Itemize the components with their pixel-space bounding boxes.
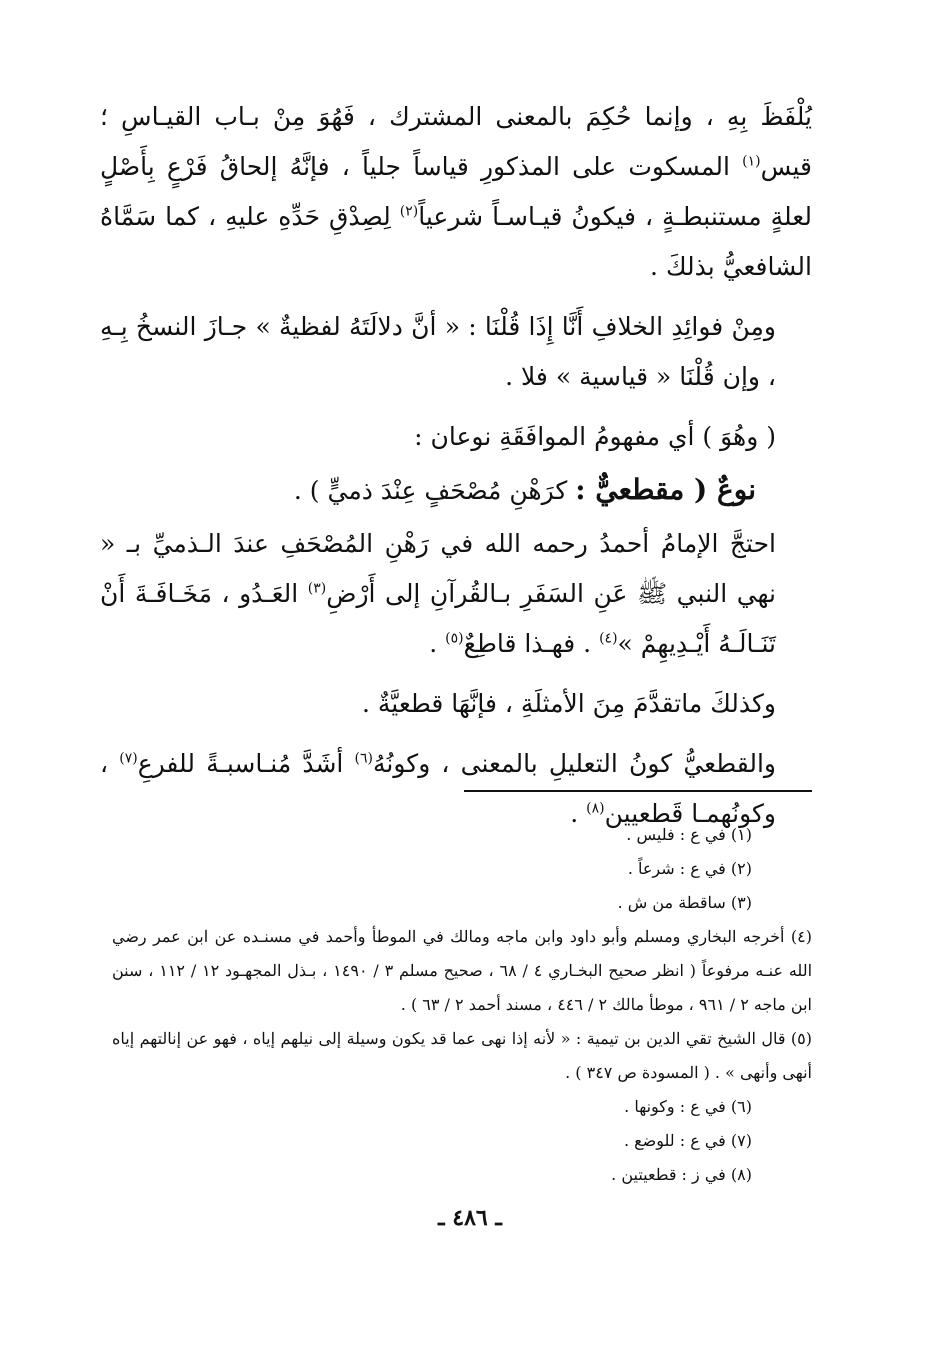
footnote-ref-3: (٣) — [307, 580, 327, 597]
paragraph-6-part-d: . — [570, 799, 587, 828]
paragraph-4-part-c: . فهـذا قاطِعٌ — [463, 629, 600, 658]
paragraph-1-part-b: المسكوت على المذكورِ قياساً جلياً ، فإنَّهُ إلحاقُ فَرْعٍ بِأَصْلٍ لعلةٍ مستنبطـةٍ ، فيكونُ قيـاسـاً شرعياً — [100, 152, 812, 231]
footnote-5: (٥) قال الشيخ تقي الدين بن تيمية : « لأنه إذا نهى عما قد يكون وسيلة إلى نيلهم إياه ، فهو عن إنالتهم إياه أنهى وأنهى » . ( المسودة ص ٣٤٧ ) . — [112, 1029, 812, 1082]
footnote-4: (٤) أخرجه البخاري ومسلم وأبو داود وابن ماجه ومالك في الموطأ وأحمد في مسنـده عن ابن عمر رضي الله عنـه مرفوعاً ( انظر صحيح البخـاري ٤ / ٦٨ ، صحيح مسلم ٣ / ١٤٩٠ ، بـذل المجهـود ١٢ / ١١٢ ، سنن ابن ماجه ٢ / ٩٦١ ، موطأ مالك ٢ / ٤٤٦ ، مسند أحمد ٢ / ٦٣ ) . — [112, 927, 813, 1014]
paragraph-2: ومِنْ فوائِدِ الخلافِ أَنَّا إِذَا قُلْنَا : « أنَّ دلالَتَهُ لفظيةٌ » جـازَ النسخُ بِـهِ ، وإن قُلْنَا « قياسية » فلا . — [100, 312, 776, 391]
paragraph-4-part-a: احتجَّ الإمامُ أحمدُ رحمه الله في رَهْنِ المُصْحَفِ عندَ الـذميِّ بـ « نهي النبي ﷺ عَنِ السَفَرِ بـالقُرآنِ إلى أَرْضِ — [100, 529, 777, 608]
section-heading-rest: كرَهْنِ مُصْحَفٍ عِنْدَ ذميٍّ ) . — [293, 476, 576, 505]
main-text — [100, 92, 812, 839]
footnotes — [112, 818, 812, 1192]
footnote-6: (٦) في ع : وكونها . — [624, 1097, 752, 1116]
paragraph-4 — [100, 519, 812, 669]
footnote-ref-8: (٨) — [586, 800, 605, 817]
footnote-ref-5: (٥) — [445, 630, 464, 647]
footnote-ref-7: (٧) — [119, 750, 138, 767]
footnote-7: (٧) في ع : للوضع . — [623, 1131, 752, 1150]
footnote-2: (٢) في ع : شرعاً . — [627, 859, 752, 878]
paragraph-5: وكذلكَ ماتقدَّمَ مِنَ الأمثلَةِ ، فإنَّهَا قطعيَّةٌ . — [361, 689, 776, 718]
section-heading-bold: نوعٌ ( مقطعيٌّ : — [575, 473, 756, 506]
footnote-8: (٨) في ز : قطعيتين . — [611, 1165, 752, 1184]
footnote-ref-2: (٢) — [399, 203, 419, 220]
paragraph-4-part-b: العَـدُو ، مَخَـافَـةَ أَنْ تَنَـالَـهُ أَيْـدِيهِمْ » — [100, 579, 776, 658]
footnote-3: (٣) ساقطة من ش . — [617, 893, 752, 912]
footnote-separator — [464, 790, 812, 792]
page-number: ـ ٤٨٦ ـ — [438, 1205, 502, 1231]
footnote-1: (١) في ع : فليس . — [626, 825, 752, 844]
footnote-ref-4: (٤) — [599, 630, 618, 647]
paragraph-1-part-c: لِصِدْقِ حَدِّهِ عليهِ ، كما سَمَّاهُ الشافعيُّ بذلكَ . — [100, 202, 812, 281]
footnote-ref-6: (٦) — [354, 750, 374, 767]
paragraph-1-part-a: يُلْفَظَ بِهِ ، وإنما حُكِمَ بالمعنى المشترك ، فَهُوَ مِنْ بـاب القيـاسِ ؛ قيس — [100, 102, 812, 181]
section-heading — [100, 462, 812, 519]
paragraph-6-part-c: ، وكونُهمـا قَطعيين — [100, 749, 776, 828]
paragraph-4-part-d: . — [429, 629, 446, 658]
paragraph-3: ( وهُوَ ) أي مفهومُ الموافَقَةِ نوعان : — [414, 422, 776, 451]
paragraph-1 — [100, 92, 812, 292]
footnote-ref-1: (١) — [742, 153, 761, 170]
paragraph-6-part-a: والقطعيُّ كونُ التعليلِ بالمعنى ، وكونُهُ — [373, 749, 777, 778]
paragraph-6-part-b: أشَدَّ مُنـاسبـةً للفرعِ — [137, 749, 355, 778]
